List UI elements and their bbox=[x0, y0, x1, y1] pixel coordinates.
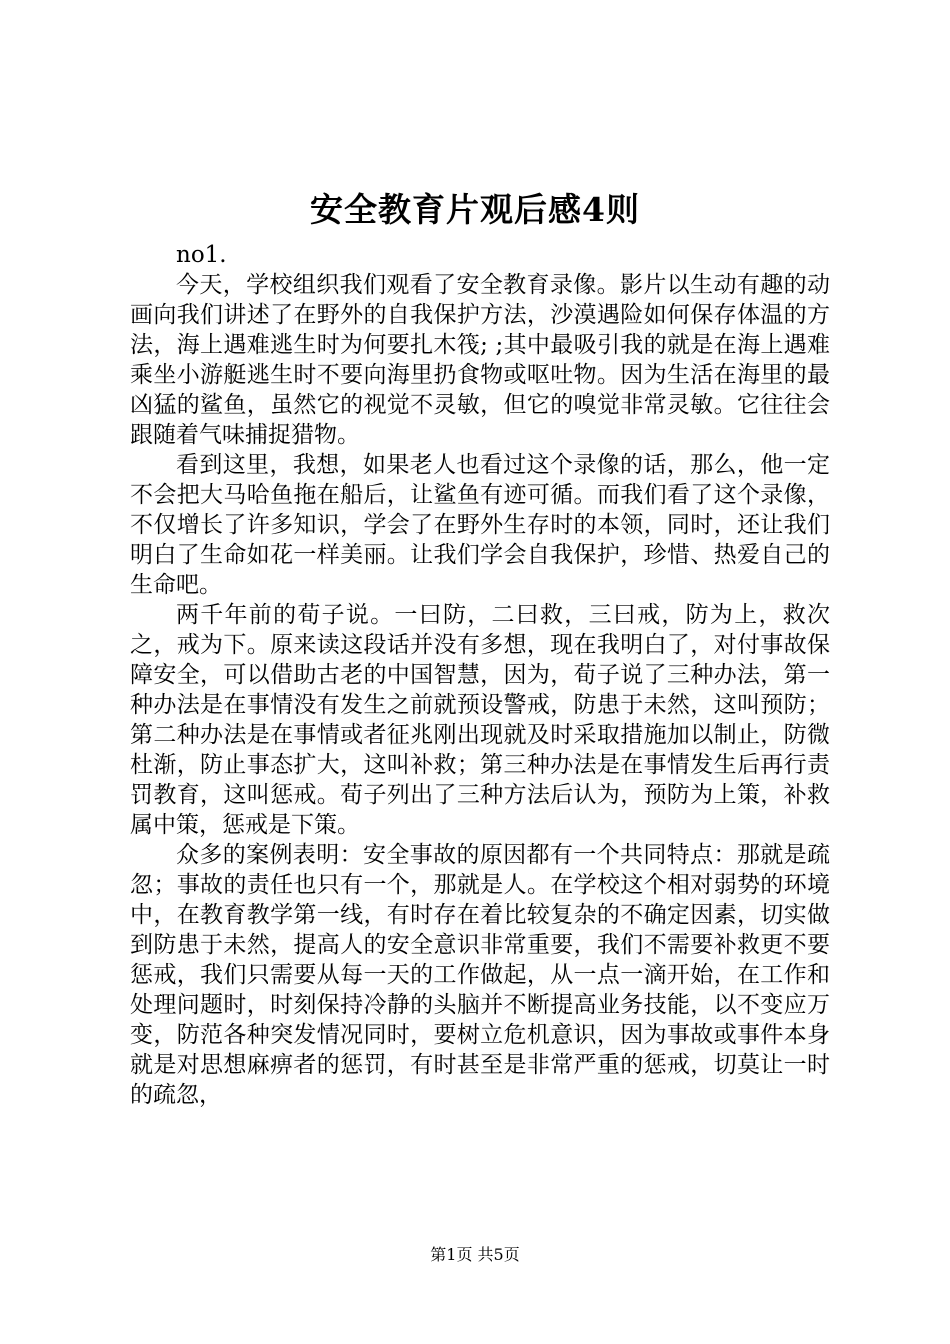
paragraph: 两千年前的荀子说。一曰防，二曰救，三曰戒，防为上，救次之，戒为下。原来读这段话并没有多想，现在我明白了，对付事故保障安全，可以借助古老的中国智慧，因为，荀子说了三种办法，第一种办法是在事情没有发生之前就预设警戒，防患于未然，这叫预防；第二种办法是在事情或者征兆刚出现就及时采取措施加以制止，防微杜渐，防止事态扩大，这叫补救；第三种办法是在事情发生后再行责罚教育，这叫惩戒。荀子列出了三种方法后认为，预防为上策，补救属中策，惩戒是下策。 bbox=[130, 602, 830, 838]
paragraph: 众多的案例表明：安全事故的原因都有一个共同特点：那就是疏忽；事故的责任也只有一个，那就是人。在学校这个相对弱势的环境中，在教育教学第一线，有时存在着比较复杂的不确定因素，切实做到防患于未然，提高人的安全意识非常重要，我们不需要补救更不要惩戒，我们只需要从每一天的工作做起，从一点一滴开始，在工作和处理问题时，时刻保持冷静的头脑并不断提高业务技能，以不变应万变，防范各种突发情况同时，要树立危机意识，因为事故或事件本身就是对思想麻痹者的惩罚，有时甚至是非常严重的惩戒，切莫让一时的疏忽， bbox=[130, 842, 830, 1108]
document-title: 安全教育片观后感4则 bbox=[310, 190, 640, 229]
document-body bbox=[130, 240, 830, 1110]
section-label: no1. bbox=[176, 242, 227, 268]
paragraph: 看到这里，我想，如果老人也看过这个录像的话，那么，他一定不会把大马哈鱼拖在船后，让鲨鱼有迹可循。而我们看了这个录像，不仅增长了许多知识，学会了在野外生存时的本领，同时，还让我们明白了生命如花一样美丽。让我们学会自我保护，珍惜、热爱自己的生命吧。 bbox=[130, 452, 830, 598]
paragraph: 今天，学校组织我们观看了安全教育录像。影片以生动有趣的动画向我们讲述了在野外的自我保护方法，沙漠遇险如何保存体温的方法，海上遇难逃生时为何要扎木筏; ;其中最吸引我的就是在海上遇难乘坐小游艇逃生时不要向海里扔食物或呕吐物。因为生活在海里的最凶猛的鲨鱼，虽然它的视觉不灵敏，但它的嗅觉非常灵敏。它往往会跟随着气味捕捉猎物。 bbox=[130, 272, 830, 448]
page-number-footer: 第1页 共5页 bbox=[430, 1245, 520, 1264]
